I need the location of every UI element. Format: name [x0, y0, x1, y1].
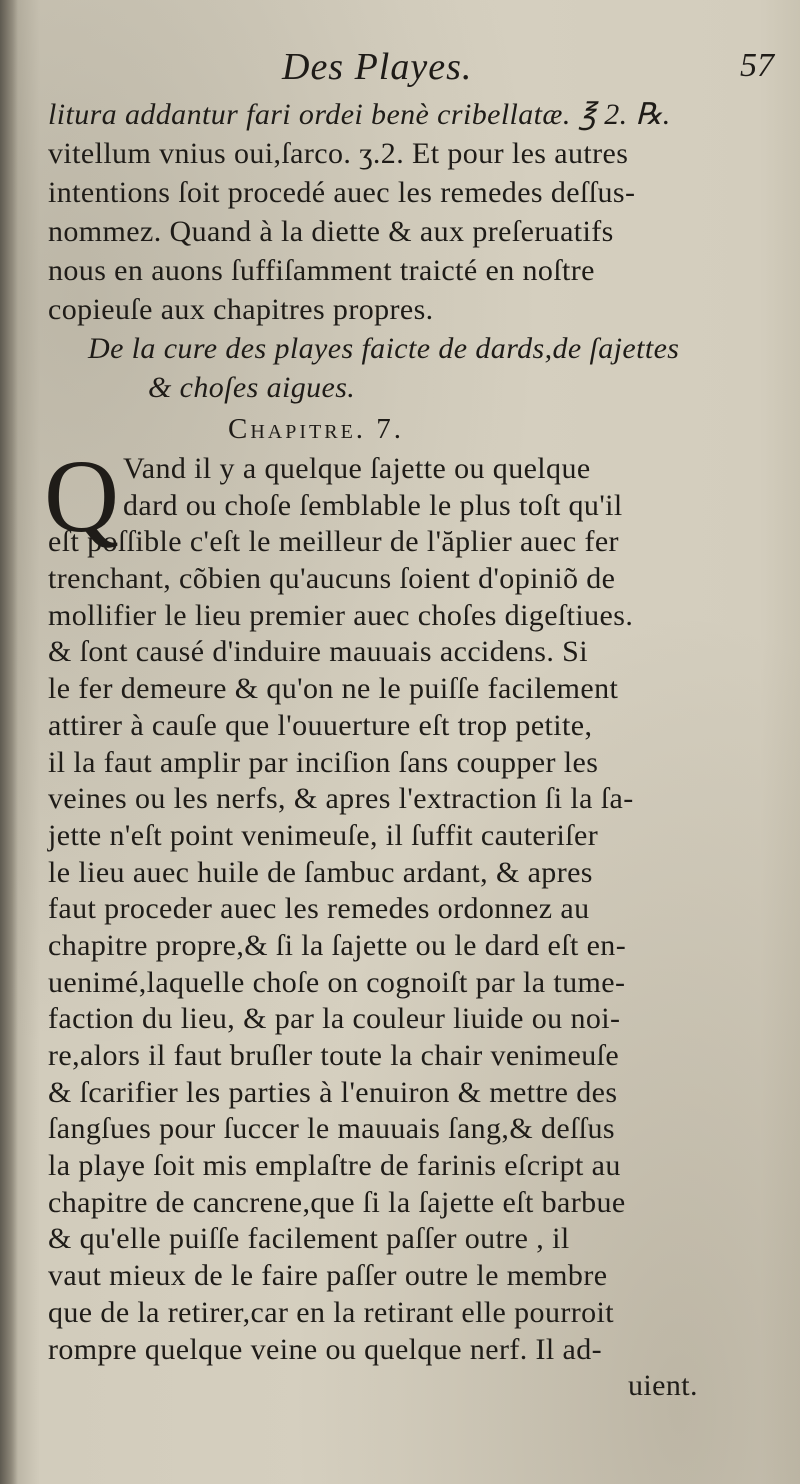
- text-line: eſt poſſible c'eſt le meilleur de l'ăplier auec fer: [48, 525, 619, 559]
- text-line: chapitre de cancrene,que ſi la ſajette eſt barbue: [48, 1185, 626, 1219]
- catchword: uient.: [628, 1369, 698, 1403]
- text-line: chapitre propre,& ſi la ſajette ou le dard eſt en-: [48, 928, 627, 962]
- text-line: & qu'elle puiſſe facilement paſſer outre , il: [48, 1222, 570, 1256]
- text-line: la playe ſoit mis emplaſtre de farinis eſcript au: [48, 1149, 621, 1183]
- text-line: & ſont causé d'induire mauuais accidens. Si: [48, 635, 588, 669]
- text-line: mollifier le lieu premier auec choſes digeſtiues.: [48, 598, 634, 632]
- chapter-heading: Chapitre. 7.: [228, 413, 405, 445]
- text-line: veines ou les nerfs, & apres l'extraction ſi la ſa-: [48, 782, 634, 816]
- text-line: attirer à cauſe que l'ouuerture eſt trop petite,: [48, 708, 593, 742]
- text-line: ſangſues pour ſuccer le mauuais ſang,& deſſus: [48, 1112, 616, 1146]
- text-line: dard ou choſe ſemblable le plus toſt qu'il: [123, 488, 623, 522]
- text-line: vitellum vnius oui,ſarco. ʒ.2. Et pour les autres: [48, 137, 629, 170]
- text-line: le fer demeure & qu'on ne le puiſſe facilement: [48, 672, 619, 706]
- preceding-text: [48, 95, 778, 329]
- text-line: faction du lieu, & par la couleur liuide ou noi-: [48, 1002, 621, 1036]
- text-line: & ſcarifier les parties à l'enuiron & mettre des: [48, 1075, 618, 1109]
- text-line: re,alors il faut bruſler toute la chair venimeuſe: [48, 1039, 620, 1072]
- text-line: vaut mieux de le faire paſſer outre le membre: [48, 1259, 608, 1293]
- text-line: le lieu auec huile de ſambuc ardant, & apres: [48, 855, 593, 889]
- running-head: Des Playes.: [282, 46, 473, 88]
- text-line: faut proceder auec les remedes ordonnez au: [48, 892, 590, 926]
- page-number: 57: [740, 47, 774, 84]
- page-header: [0, 45, 800, 95]
- chapter-paragraph: [44, 439, 778, 1405]
- text-line: copieuſe aux chapitres propres.: [48, 293, 434, 326]
- text-line: rompre quelque veine ou quelque nerf. Il ad-: [48, 1332, 603, 1366]
- text-line: que de la retirer,car en la retirant elle pourroit: [48, 1295, 615, 1329]
- section-title-line-2: & choſes aigues.: [148, 371, 356, 404]
- text-line: uenimé,laquelle choſe on cognoiſt par la tume-: [48, 965, 626, 999]
- text-line: intentions ſoit procedé auec les remedes deſſus-: [48, 176, 636, 209]
- binding-gutter: [0, 0, 18, 1484]
- drop-cap: Q: [44, 439, 120, 554]
- text-line: trenchant, cõbien qu'aucuns ſoient d'opiniõ de: [48, 562, 616, 596]
- text-line: nommez. Quand à la diette & aux preſeruatifs: [48, 215, 614, 248]
- section-title-line-1: De la cure des playes faicte de dards,de ſajettes: [88, 332, 680, 365]
- paragraph-lines: [48, 451, 778, 1405]
- text-line: jette n'eſt point venimeuſe, il ſuffit cauteriſer: [48, 818, 599, 852]
- text-line: litura addantur fari ordei benè cribellatæ. ℥ 2. ℞.: [48, 98, 671, 131]
- text-block: [44, 95, 778, 1405]
- text-line: Vand il y a quelque ſajette ou quelque: [123, 452, 591, 485]
- text-line: nous en auons ſuffiſamment traicté en noſtre: [48, 254, 595, 287]
- text-line: il la faut amplir par inciſion ſans coupper les: [48, 745, 599, 779]
